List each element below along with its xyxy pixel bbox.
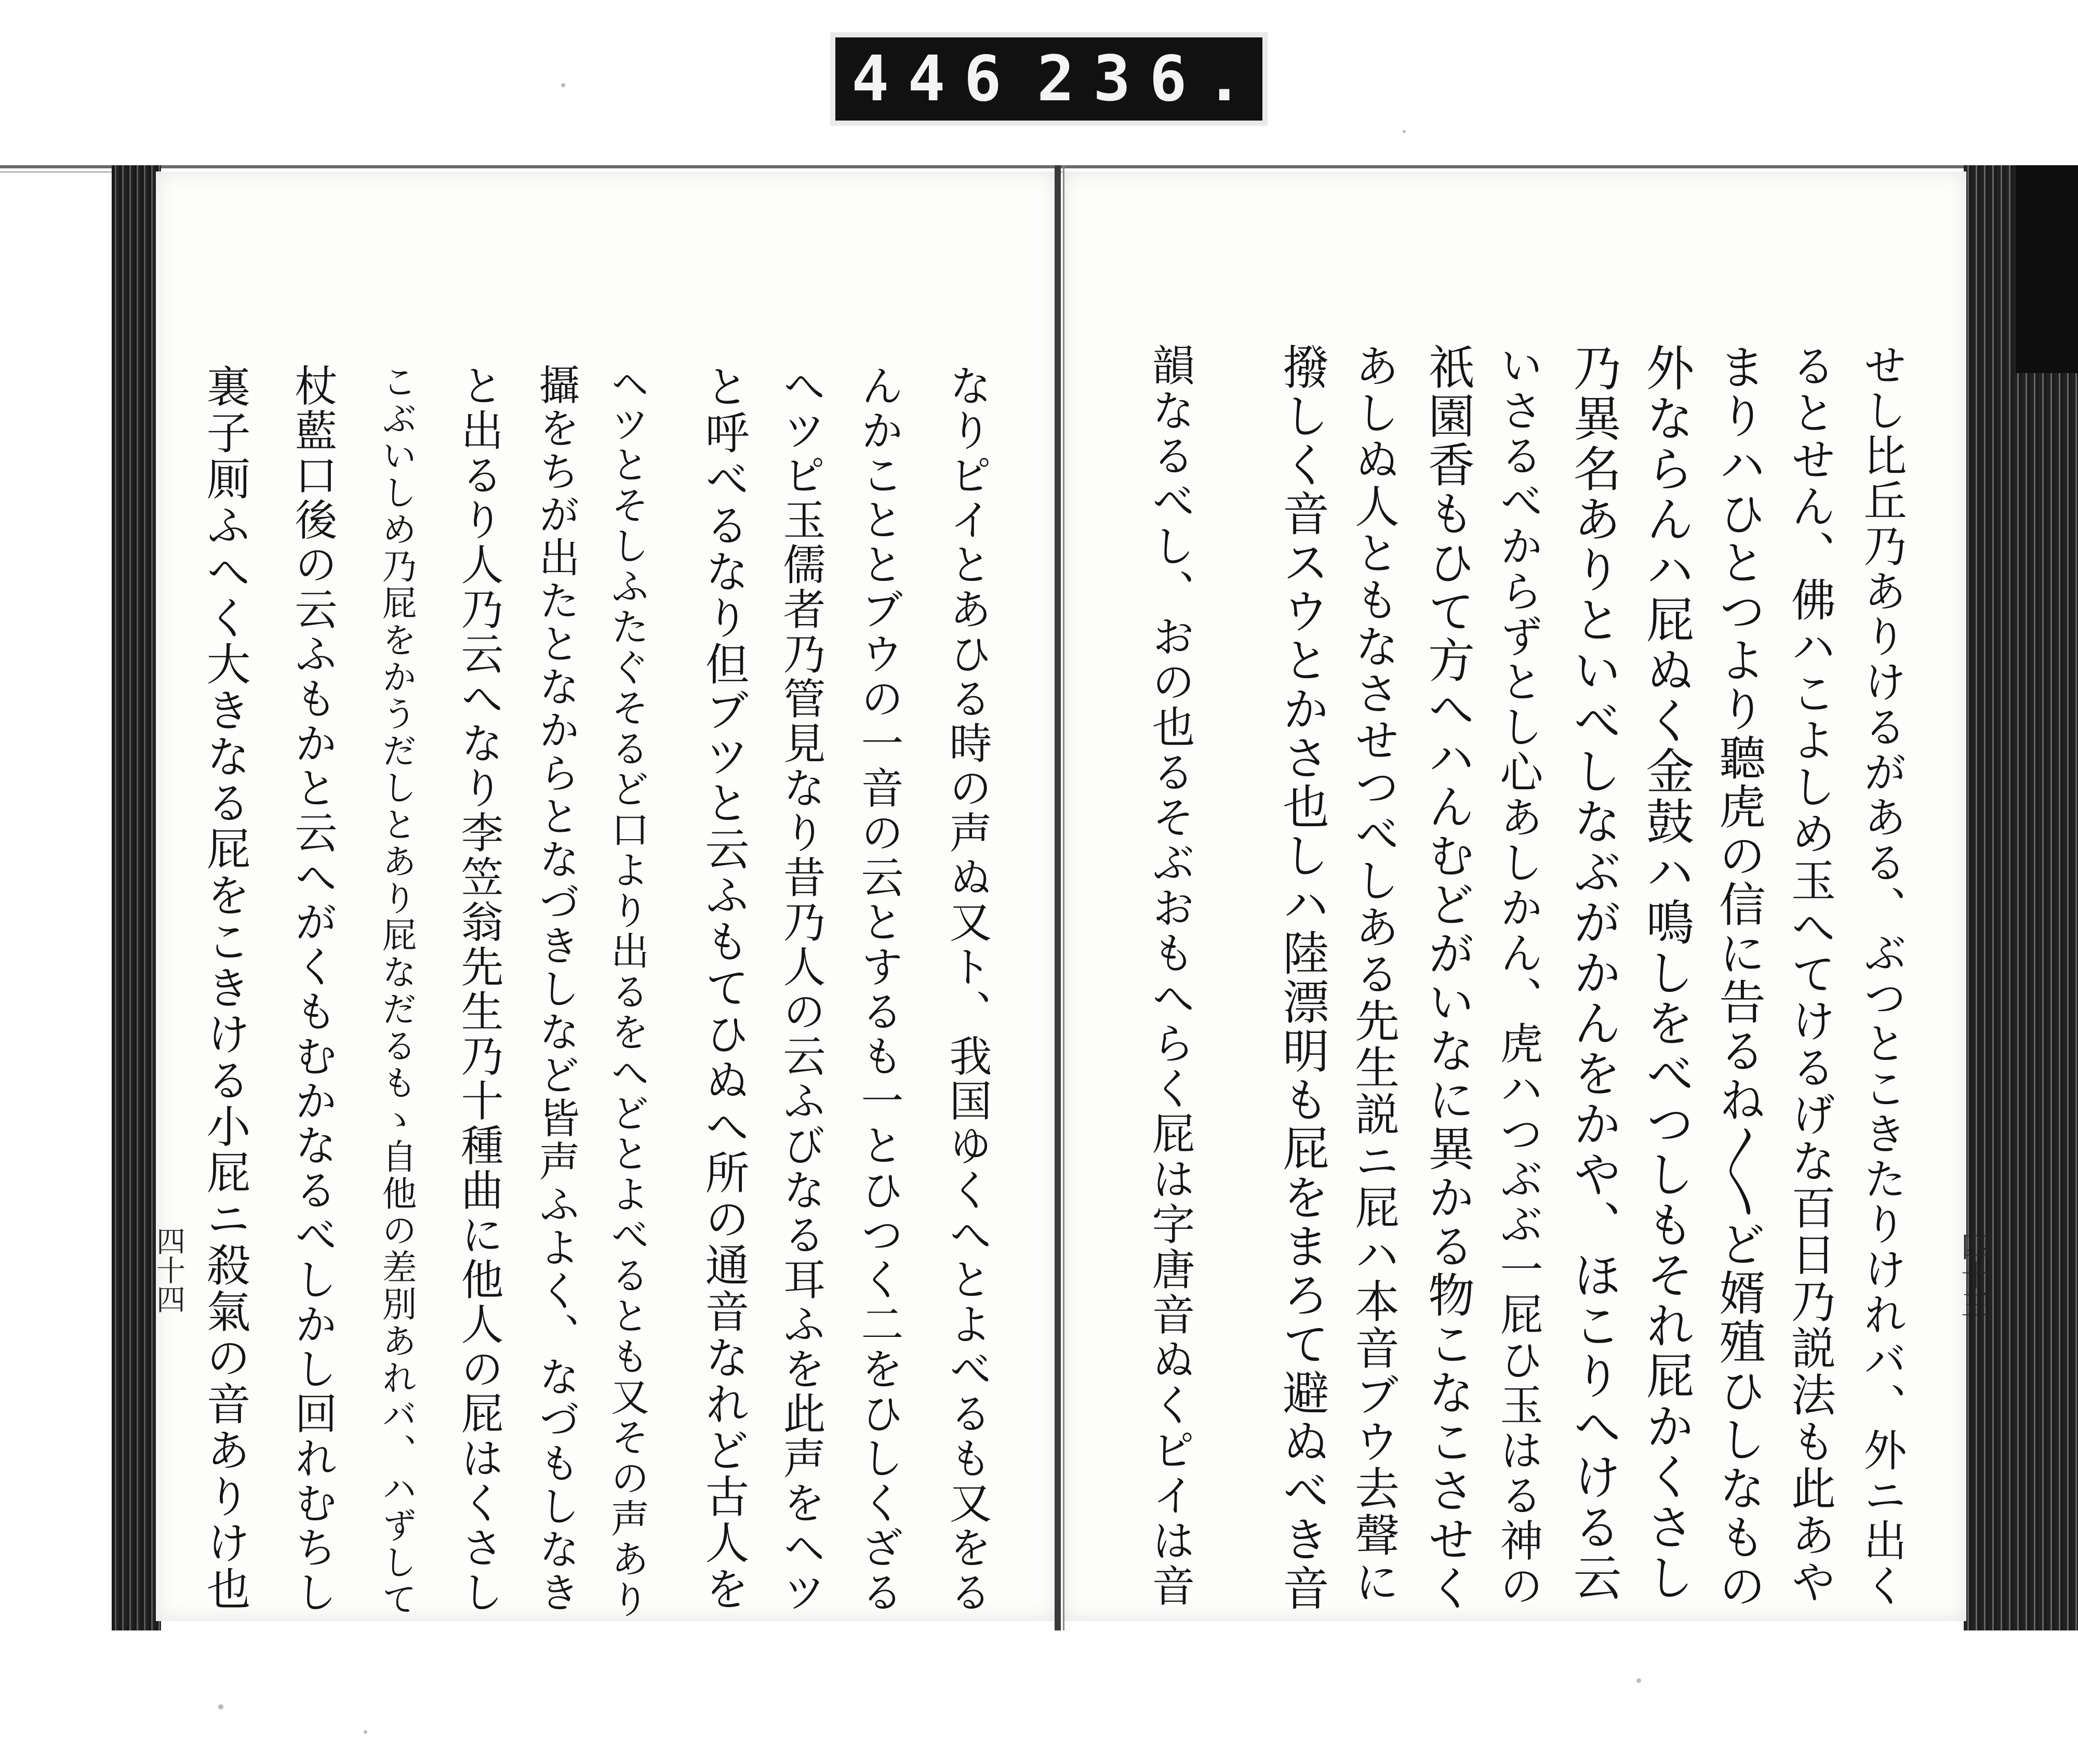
left-page-column-1: なりピイとあひる時の声ぬ又ト、我国ゆくへとよべるも又をる (942, 364, 992, 1615)
right-page-column-8: あしぬ人ともなさせつべしある先生説ニ屁ハ本音ブウ去聲に (1347, 343, 1399, 1606)
left-page-column-8: こぶいしめ乃屁をかうだしとあり屁なだるもゝ自他の差別あれバ、ハずして (377, 364, 417, 1618)
scan-speck (364, 1730, 367, 1734)
film-frame-label (830, 32, 1268, 126)
right-page-column-5: 乃異名ありといべしなぶがかんをかや、ほこりへける云 (1565, 343, 1621, 1603)
scan-speck (218, 1704, 223, 1709)
right-page-column-3: まりハひとつより聽虎の信に告るね〳〵ど婿殖ひしなもの (1711, 343, 1765, 1611)
right-page-column-4: 外ならんハ屁ぬく金鼓ハ鳴しをべつしもそれ屁かくさし (1638, 343, 1694, 1603)
book-gutter-line (1063, 165, 1064, 1630)
left-page-column-5: ヘツとそしふたぐそるど口より出るをへどとよべるとも又その声あり (605, 364, 649, 1620)
book-edge-right-shadow (2016, 165, 2078, 373)
left-page-column-3: へツピ玉儒者乃管見なり昔乃人の云ふびなる耳ふを此声をヘツ (776, 364, 825, 1615)
scan-speck (1403, 130, 1406, 133)
right-page-folio: 四十三 (1956, 1231, 1990, 1319)
right-page-column-7: 祇園香もひて方へハんむどがいなに異かる物こなこさせく (1420, 343, 1474, 1613)
left-page-column-6: 攝をちが出たとなからとなづきしなど皆声ふよく、なづもしなき (532, 364, 580, 1614)
left-page-folio: 四十四 (152, 1226, 185, 1314)
left-page-column-4: と呼べるなり但ブツと云ふもてひぬへ所の通音なれど古人を (698, 364, 749, 1612)
right-page-column-10: 韻なるべし、おの也るそぶおもへらく屁は字唐音ぬくピイは音 (1144, 343, 1195, 1609)
scan-speck (561, 83, 565, 87)
left-page-column-10: 裏子厠ふへく大きなる屁をこきける小屁ニ殺氣の音ありけ也 (199, 364, 250, 1612)
frame-number: 236. (1036, 43, 1262, 115)
book-gutter (1055, 165, 1061, 1630)
book-edge-right (1964, 165, 2078, 1630)
right-page-column-6: いさるべからずとし心あしかん、虎ハつぶぶ一屁ひ玉はる神の (1493, 343, 1543, 1609)
scan-top-rule (0, 165, 2078, 168)
left-page-column-2: んかこととブウの一音の云とするも一とひつく二をひしくざる (854, 364, 903, 1615)
right-page-column-1: せし比丘乃ありけるがある、ぶつとこきたりけれバ、外ニ出く (1856, 343, 1907, 1609)
left-page-column-7: と出るり人乃云へなり李笠翁先生乃十種曲に他人の屁はくさし (454, 364, 503, 1615)
reel-number: 446 (851, 43, 1020, 115)
left-page-column-9: 杖藍口後の云ふもかと云へがくもむかなるべしかし回れむちし (288, 364, 337, 1615)
book-edge-left (112, 165, 161, 1630)
right-page-column-2: るとせん、佛ハこよしめ玉へてけるげな百日乃説法も此あや (1783, 343, 1835, 1606)
right-page-column-9: 撥しく音スウとかさ也しハ陸漂明も屁をまろて避ぬべき音 (1274, 343, 1329, 1613)
scan-speck (1636, 1678, 1641, 1683)
